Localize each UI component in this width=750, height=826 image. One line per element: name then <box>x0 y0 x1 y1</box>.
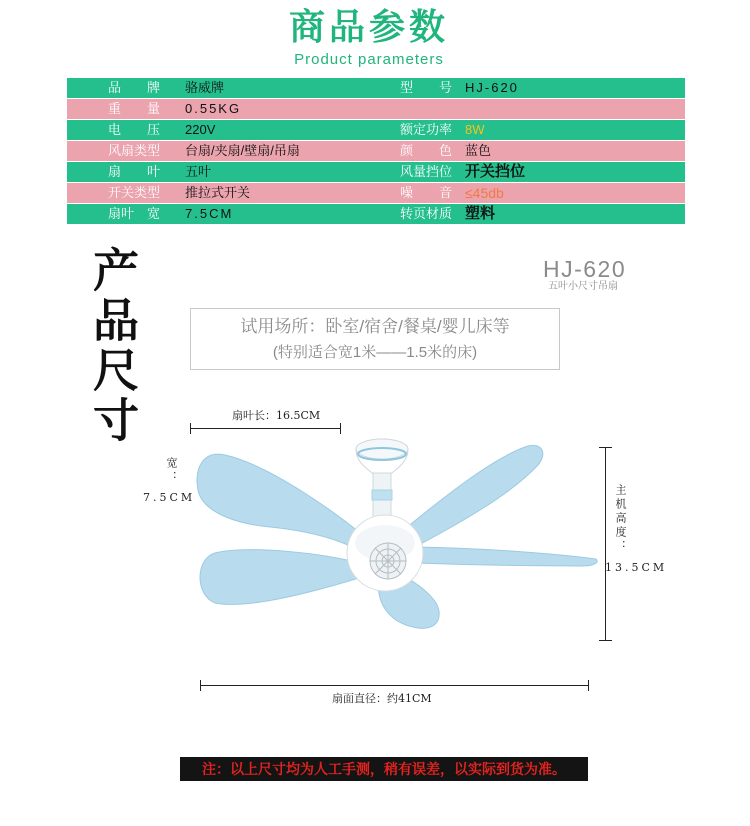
size-heading: 产品尺寸 <box>87 246 139 446</box>
param-label: 扇 叶 <box>108 164 161 179</box>
param-label: 额定功率 <box>400 122 453 137</box>
param-label: 开关类型 <box>108 185 161 200</box>
param-row-switch-type <box>67 183 685 203</box>
width-label: 宽： <box>165 457 178 485</box>
param-value: 骆威牌 <box>185 80 225 95</box>
fan-canopy <box>356 439 408 475</box>
param-row-weight <box>67 99 685 119</box>
param-label: 电 压 <box>108 122 161 137</box>
page-subtitle: Product parameters <box>294 51 444 68</box>
param-row-brand <box>67 78 685 98</box>
blade-length-line <box>190 428 341 429</box>
fan-blade <box>200 550 362 605</box>
param-row-voltage <box>67 120 685 140</box>
ceiling-fan-illustration <box>190 435 610 635</box>
usage-note: (特别适合宽1米——1.5米的床) <box>272 344 478 361</box>
usage-box <box>190 308 560 370</box>
fan-grille <box>370 543 406 579</box>
page-title: 商品参数 <box>288 6 449 47</box>
dimension-tick <box>200 680 201 691</box>
blade-length-label: 扇叶长：16.5CM <box>232 409 321 422</box>
parameter-table <box>67 78 685 225</box>
dimension-tick <box>599 640 612 641</box>
dimension-tick <box>588 680 589 691</box>
diameter-label: 扇面直径：约41CM <box>332 692 432 705</box>
param-value: 五叶 <box>185 164 212 179</box>
dimension-tick <box>340 423 341 434</box>
fan-blade <box>400 445 543 547</box>
diameter-line <box>200 685 589 686</box>
usage-text: 试用场所：卧室/宿舍/餐桌/婴儿床等 <box>240 317 510 336</box>
width-value: 7.5CM <box>143 491 196 504</box>
fan-blade <box>197 454 372 557</box>
model-number: HJ-620 <box>543 256 627 282</box>
fan-blade <box>415 547 597 566</box>
param-value: 8W <box>465 122 485 137</box>
param-value: ≤45db <box>465 185 504 201</box>
param-label: 风扇类型 <box>108 143 161 158</box>
param-label: 重 量 <box>108 101 161 116</box>
height-label: 主机高度： <box>614 484 627 554</box>
param-value: 塑料 <box>465 205 496 222</box>
param-label: 风量挡位 <box>400 164 453 179</box>
dimension-tick <box>190 423 191 434</box>
param-row-blade-width <box>67 204 685 224</box>
param-row-fan-type <box>67 141 685 161</box>
param-value: 蓝色 <box>465 143 492 158</box>
param-value: HJ-620 <box>465 80 519 95</box>
param-label: 噪 音 <box>400 185 453 200</box>
height-value: 13.5CM <box>605 561 668 574</box>
param-value: 7.5CM <box>185 206 234 221</box>
param-label: 转页材质 <box>400 206 453 221</box>
param-value: 开关挡位 <box>465 163 526 180</box>
disclaimer-note: 注：以上尺寸均为人工手测，稍有误差，以实际到货为准。 <box>180 757 588 781</box>
param-label: 扇叶 宽 <box>108 206 161 221</box>
param-label: 颜 色 <box>400 143 453 158</box>
param-value: 0.55KG <box>185 101 242 116</box>
param-label: 品 牌 <box>108 80 161 95</box>
param-value: 220V <box>185 122 216 137</box>
param-value: 推拉式开关 <box>185 185 251 200</box>
param-value: 台扇/夹扇/壁扇/吊扇 <box>185 143 300 158</box>
param-row-blades <box>67 162 685 182</box>
param-label: 型 号 <box>400 80 453 95</box>
model-subtitle: 五叶小尺寸吊扇 <box>548 281 618 292</box>
